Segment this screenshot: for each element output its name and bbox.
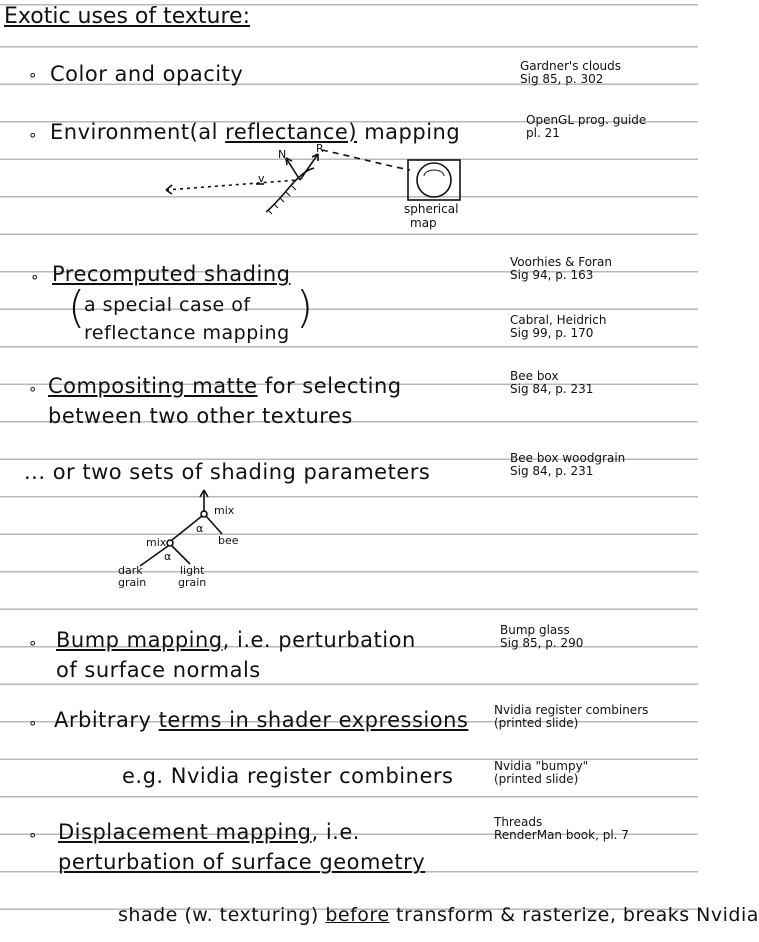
ref-line: Voorhies & Foran [510,255,612,269]
item-text-underlined: reflectance) [225,120,358,144]
item-text-underlined: terms in shader expressions [158,708,469,732]
ref-line: Nvidia register combiners [494,703,649,717]
tree-node-left [167,540,173,546]
page-title: Exotic uses of texture: [4,4,250,29]
ref-bump-glass [500,624,583,650]
shade-line [118,904,759,926]
bullet: ∘ [28,826,38,844]
or-two-sets: ... or two sets of shading parameters [24,460,431,484]
ref-line: Threads [494,815,543,829]
bullet: ∘ [28,634,38,652]
perturbation-geometry: perturbation of surface geometry [58,850,426,874]
surface-normals: of surface normals [56,658,261,682]
ref-line: Sig 94, p. 163 [510,268,594,282]
ref-line: Sig 99, p. 170 [510,326,594,340]
ref-line: RenderMan book, pl. 7 [494,828,629,842]
bullet: ∘ [28,714,38,732]
paren-right: ) [296,282,314,333]
ref-line: Sig 85, p. 290 [500,636,584,650]
ref-line: Bee box woodgrain [510,451,626,465]
ref-line: Bee box [510,369,559,383]
shade-text: transform & rasterize, breaks Nvidia [389,904,759,926]
reflect-label: R [316,142,324,155]
special-case-line-2: reflectance mapping [84,322,290,344]
bullet: ∘ [28,380,38,398]
ref-line: pl. 21 [526,126,560,140]
item-precomputed-shading: Precomputed shading [52,262,291,286]
item-bump-mapping [56,628,416,652]
item-text: , i.e. [311,820,360,844]
ref-nvidia-bumpy [494,760,588,786]
ref-nvidia-combiners [494,704,648,730]
item-displacement-mapping [58,820,360,844]
grain-label-light: grain [178,576,207,589]
item-text: for selecting [257,374,402,398]
special-case-line-1: a special case of [84,294,251,316]
map-label-1: spherical [404,202,459,216]
paren-left: ( [68,282,86,333]
normal-label: N [278,148,287,161]
view-label: v [258,172,265,185]
item-text: Arbitrary [54,708,159,732]
light-label: light [180,564,205,577]
ref-line: Sig 84, p. 231 [510,382,594,396]
bullet: ∘ [28,126,38,144]
eg-nvidia: e.g. Nvidia register combiners [122,764,454,788]
item-text: Environment(al [50,120,226,144]
grain-label-dark: grain [118,576,147,589]
ref-line: Gardner's clouds [520,59,622,73]
item-text-underlined: Displacement mapping [58,820,312,844]
shade-text-underlined: before [325,904,390,926]
bee-label: bee [218,534,239,547]
bullet: ∘ [30,268,40,286]
alpha-label-top: α [196,522,204,535]
ref-line: Cabral, Heidrich [510,313,607,327]
item-text: mapping [357,120,461,144]
bullet: ∘ [28,66,38,84]
alpha-label-left: α [164,550,172,563]
ref-threads [494,816,629,842]
tree-branch-light [172,546,190,564]
item-text-underlined: Compositing matte [48,374,258,398]
ref-line: Nvidia "bumpy" [494,759,589,773]
item-text: , i.e. perturbation [222,628,416,652]
shade-text: shade (w. texturing) [118,904,326,926]
between-textures: between two other textures [48,404,353,428]
map-label-2: map [410,216,437,230]
mix-label-left: mix [146,536,167,549]
mix-label-top: mix [214,504,235,517]
ref-line: Sig 85, p. 302 [520,72,604,86]
ref-line: (printed slide) [494,772,579,786]
item-color-opacity: Color and opacity [50,62,244,86]
ref-line: OpenGL prog. guide [526,113,647,127]
ref-line: Bump glass [500,623,570,637]
item-arbitrary-terms [54,708,468,732]
ref-line: (printed slide) [494,716,579,730]
dark-label: dark [118,564,143,577]
ref-line: Sig 84, p. 231 [510,464,594,478]
item-text-underlined: Bump mapping [56,628,223,652]
tree-branch-bee [206,516,222,534]
